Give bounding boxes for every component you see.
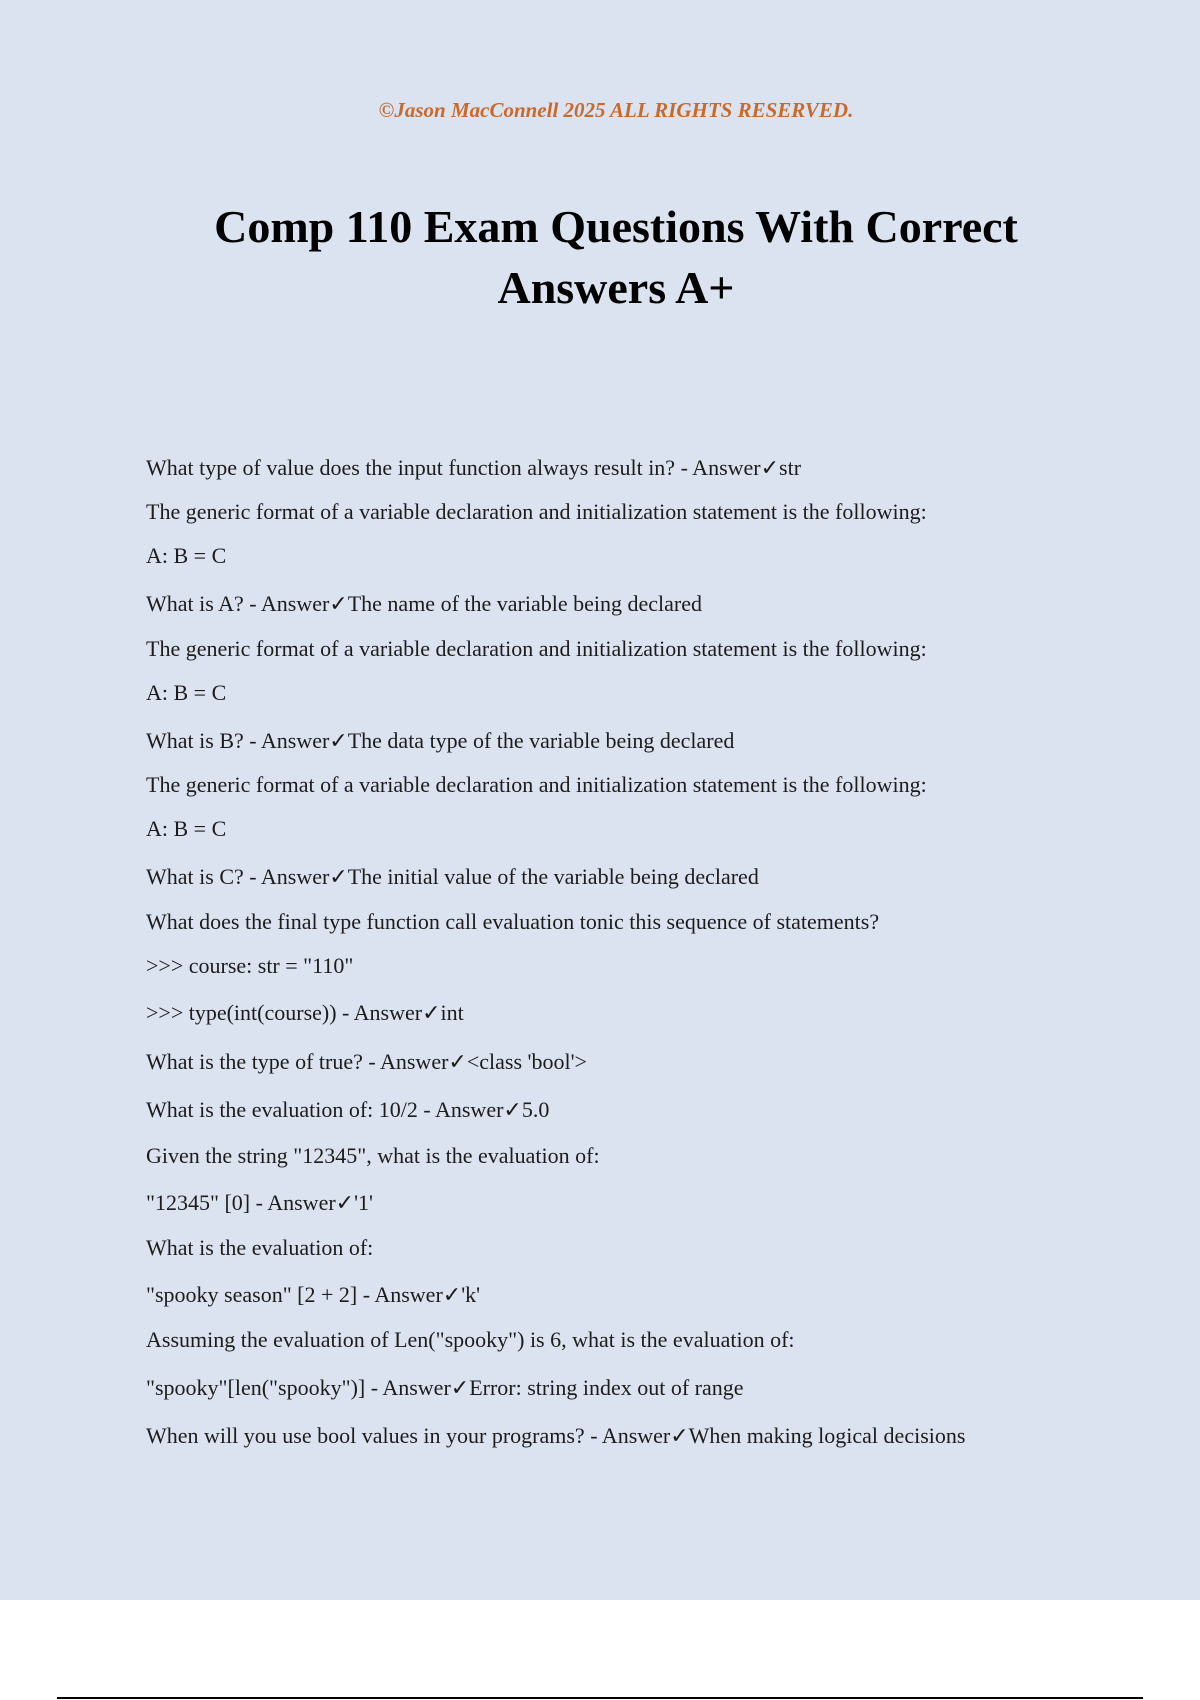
footer-divider: [57, 1697, 1143, 1699]
qa-line: Assuming the evaluation of Len("spooky") is 6, what is the evaluation of:: [146, 1327, 795, 1352]
qa-line: The generic format of a variable declaration and initialization statement is the following:: [146, 636, 927, 661]
qa-line: "spooky"[len("spooky")] - Answer✓Error: string index out of range: [146, 1375, 744, 1400]
qa-line: >>> course: str = "110": [146, 953, 354, 978]
document-title: Comp 110 Exam Questions With Correct Answers A+: [214, 201, 1018, 313]
qa-line: What is the evaluation of:: [146, 1235, 374, 1260]
qa-line: What is C? - Answer✓The initial value of the variable being declared: [146, 864, 759, 889]
qa-line: What type of value does the input function always result in? - Answer✓str: [146, 455, 802, 480]
qa-line: A: B = C: [146, 816, 227, 841]
qa-line: Given the string "12345", what is the evaluation of:: [146, 1143, 600, 1168]
qa-line: What does the final type function call evaluation tonic this sequence of statements?: [146, 909, 880, 934]
qa-line: A: B = C: [146, 543, 227, 568]
qa-line: A: B = C: [146, 680, 227, 705]
qa-line: What is the evaluation of: 10/2 - Answer✓5.0: [146, 1097, 550, 1122]
copyright-notice: ©Jason MacConnell 2025 ALL RIGHTS RESERVED.: [378, 98, 854, 122]
qa-line: What is A? - Answer✓The name of the variable being declared: [146, 591, 702, 616]
qa-line: >>> type(int(course)) - Answer✓int: [146, 1000, 464, 1025]
qa-line: When will you use bool values in your programs? - Answer✓When making logical decisions: [146, 1423, 966, 1448]
qa-line: The generic format of a variable declaration and initialization statement is the following:: [146, 499, 927, 524]
qa-line: "spooky season" [2 + 2] - Answer✓'k': [146, 1282, 481, 1307]
qa-line: "12345" [0] - Answer✓'1': [146, 1190, 374, 1215]
qa-line: What is the type of true? - Answer✓<class 'bool'>: [146, 1049, 587, 1074]
qa-line: The generic format of a variable declaration and initialization statement is the following:: [146, 772, 927, 797]
qa-line: What is B? - Answer✓The data type of the variable being declared: [146, 728, 735, 753]
